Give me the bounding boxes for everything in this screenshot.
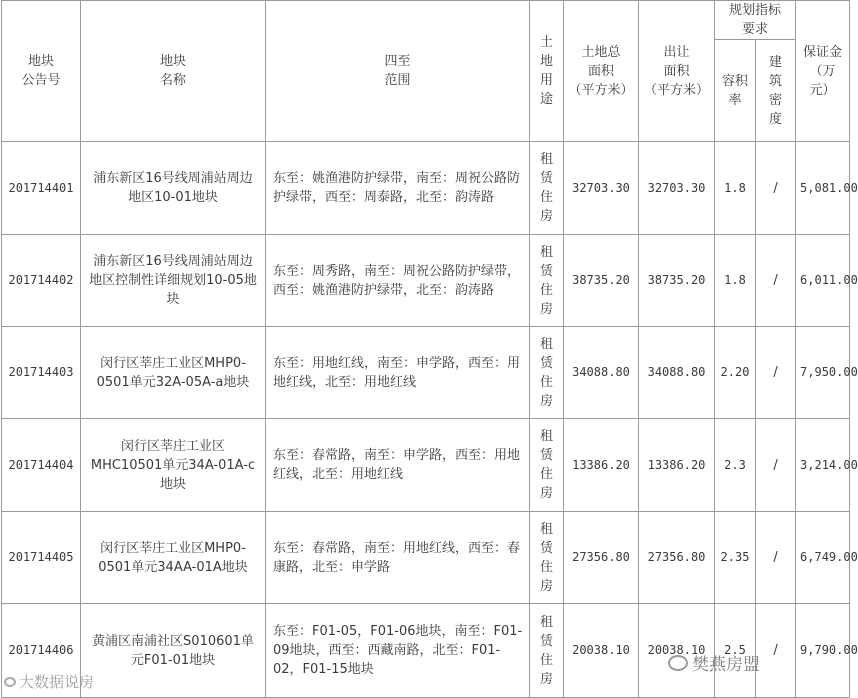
lot-boundary: 东至：用地红线，南至：申学路，西至：用地红线，北至：用地红线 xyxy=(266,327,530,419)
lot-deposit: 5,081.00 xyxy=(796,142,850,235)
lot-density: / xyxy=(756,235,796,327)
lot-far: 1.8 xyxy=(715,235,756,327)
wechat-icon xyxy=(668,655,688,671)
lot-total-area: 32703.30 xyxy=(564,142,639,235)
lot-deposit: 6,011.00 xyxy=(796,235,850,327)
table-row xyxy=(2,142,850,235)
lot-far: 2.3 xyxy=(715,419,756,512)
lot-total-area: 38735.20 xyxy=(564,235,639,327)
lot-far: 1.8 xyxy=(715,142,756,235)
lot-use: 租赁住房 xyxy=(530,327,564,419)
lot-boundary: 东至：周秀路，南至：周祝公路防护绿带，西至：姚渔港防护绿带，北至：韵涛路 xyxy=(266,235,530,327)
lot-far: 2.20 xyxy=(715,327,756,419)
lot-id: 201714404 xyxy=(2,419,81,512)
lot-total-area: 13386.20 xyxy=(564,419,639,512)
header-transfer-area: 出让 面积 （平方米） xyxy=(639,1,715,142)
lot-deposit: 9,790.00 xyxy=(796,604,850,698)
table-row xyxy=(2,419,850,512)
lot-transfer-area: 34088.80 xyxy=(639,327,715,419)
lot-name: 闵行区莘庄工业区MHP0-0501单元32A-05A-a地块 xyxy=(81,327,266,419)
lot-transfer-area: 32703.30 xyxy=(639,142,715,235)
header-lot-no: 地块 公告号 xyxy=(2,1,81,142)
lot-total-area: 34088.80 xyxy=(564,327,639,419)
table-row xyxy=(2,327,850,419)
lot-deposit: 3,214.00 xyxy=(796,419,850,512)
lot-deposit: 6,749.00 xyxy=(796,512,850,604)
weibo-watermark xyxy=(4,671,94,692)
lot-boundary: 东至：姚渔港防护绿带，南至：周祝公路防护绿带，西至：周泰路，北至：韵涛路 xyxy=(266,142,530,235)
watermark-left-text: 大数据说房 xyxy=(19,673,95,691)
lot-boundary: 东至：春常路，南至：申学路，西至：用地红线，北至：用地红线 xyxy=(266,419,530,512)
header-total-area: 土地总 面积 （平方米） xyxy=(564,1,639,142)
lot-density: / xyxy=(756,327,796,419)
lot-transfer-area: 27356.80 xyxy=(639,512,715,604)
lot-density: / xyxy=(756,512,796,604)
weibo-icon xyxy=(4,677,16,687)
lot-name: 闵行区莘庄工业区MHC10501单元34A-01A-c地块 xyxy=(81,419,266,512)
lot-name: 闵行区莘庄工业区MHP0-0501单元34AA-01A地块 xyxy=(81,512,266,604)
header-boundary: 四至 范围 xyxy=(266,1,530,142)
lot-density: / xyxy=(756,604,796,698)
lot-use: 租赁住房 xyxy=(530,235,564,327)
lot-boundary: 东至：F01-05，F01-06地块，南至：F01-09地块，西至：西藏南路，北至：F01-02，F01-15地块 xyxy=(266,604,530,698)
land-plots-table xyxy=(1,0,858,698)
lot-id: 201714406 xyxy=(2,604,81,698)
lot-boundary: 东至：春常路，南至：用地红线，西至：春康路，北至：申学路 xyxy=(266,512,530,604)
header-density: 建筑密度 xyxy=(756,40,796,142)
lot-density: / xyxy=(756,142,796,235)
lot-id: 201714401 xyxy=(2,142,81,235)
header-planning: 规划指标 要求 xyxy=(715,1,796,40)
wechat-watermark xyxy=(668,650,760,675)
lot-name: 黄浦区南浦社区S010601单元F01-01地块 xyxy=(81,604,266,698)
lot-total-area: 20038.10 xyxy=(564,604,639,698)
lot-total-area: 27356.80 xyxy=(564,512,639,604)
table-row xyxy=(2,235,850,327)
lot-deposit: 7,950.00 xyxy=(796,327,850,419)
table-row xyxy=(2,512,850,604)
lot-id: 201714402 xyxy=(2,235,81,327)
lot-id: 201714403 xyxy=(2,327,81,419)
lot-use: 租赁住房 xyxy=(530,419,564,512)
lot-use: 租赁住房 xyxy=(530,604,564,698)
header-deposit: 保证金 （万元） xyxy=(796,1,850,142)
header-land-use: 土地用途 xyxy=(530,1,564,142)
lot-density: / xyxy=(756,419,796,512)
watermark-right-text: 樊燕房盟 xyxy=(692,655,760,675)
lot-far: 2.5 xyxy=(715,604,756,698)
lot-transfer-area: 20038.10 xyxy=(639,604,715,698)
header-far: 容积率 xyxy=(715,40,756,142)
lot-id: 201714405 xyxy=(2,512,81,604)
lot-use: 租赁住房 xyxy=(530,512,564,604)
lot-transfer-area: 13386.20 xyxy=(639,419,715,512)
header-lot-name: 地块 名称 xyxy=(81,1,266,142)
lot-use: 租赁住房 xyxy=(530,142,564,235)
lot-name: 浦东新区16号线周浦站周边地区控制性详细规划10-05地块 xyxy=(81,235,266,327)
lot-transfer-area: 38735.20 xyxy=(639,235,715,327)
lot-name: 浦东新区16号线周浦站周边地区10-01地块 xyxy=(81,142,266,235)
lot-far: 2.35 xyxy=(715,512,756,604)
